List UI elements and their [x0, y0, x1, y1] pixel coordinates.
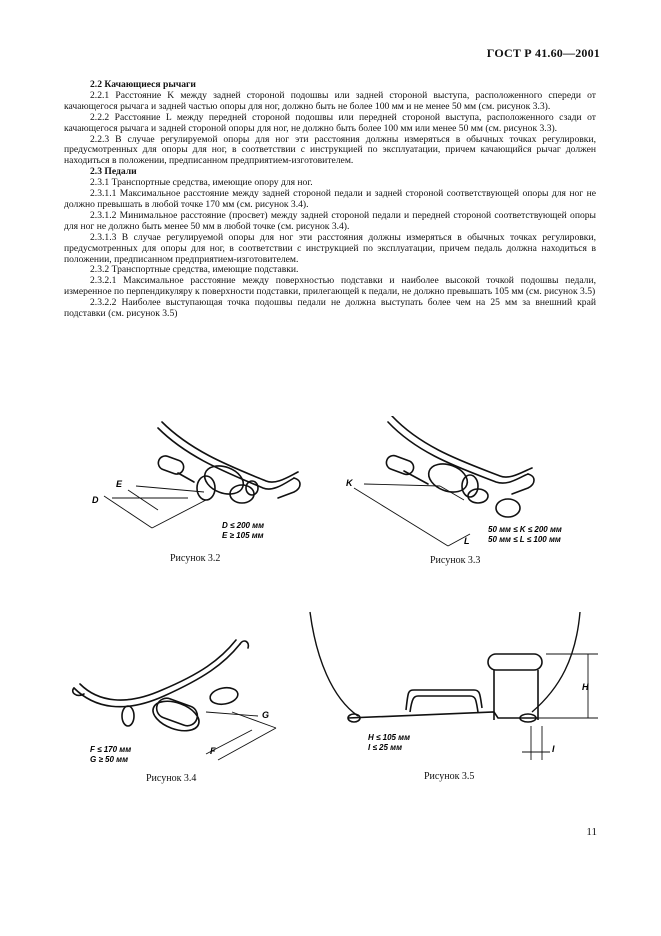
- figure-3-5-drawing: [298, 608, 608, 766]
- paragraph-2-2-3: 2.2.3 В случае регулируемой опоры для ног эти расстояния должны измеряться в обычных точках регулировки, предусмотренных для опоры для ног, в соответствии с инструкцией по эксплуатации, причем качающийся рычаг должен находиться в положении, предписанном предприятием-изготовителем.: [64, 133, 596, 167]
- paragraph-2-3-2-2: 2.3.2.2 Наиболее выступающая точка подошвы педали не должна выступать более чем на 25 мм за внешний край подставки (см. рисунок 3.5): [64, 297, 596, 320]
- figure-3-3-caption: Рисунок 3.3: [430, 555, 481, 566]
- figure-3-5-limit-h: H ≤ 105 мм: [368, 733, 411, 742]
- heading-2-2: 2.2 Качающиеся рычаги: [90, 79, 196, 90]
- figure-3-2-limit-d: D ≤ 200 мм: [222, 521, 265, 530]
- paragraph-2-2-2: 2.2.2 Расстояние L между передней стороной подошвы или передней стороной выступа, расположенного сзади от качающегося рычага и задней стороной опоры для ног, не должно быть более 100 мм или менее 50 мм (см. рисунок 3.3).: [64, 111, 596, 134]
- figure-3-5-label-h: H: [582, 682, 589, 692]
- figure-3-2-limit-e: E ≥ 105 мм: [222, 531, 264, 540]
- paragraph-2-3-1-1: 2.3.1.1 Максимальное расстояние между задней стороной педали и задней стороной соответствующей опоры для ног не должно превышать в любой точке 170 мм (см. рисунок 3.4).: [64, 188, 596, 210]
- figure-3-3-limit-l: 50 мм ≤ L ≤ 100 мм: [488, 535, 561, 544]
- paragraph-2-3-1-3: 2.3.1.3 В случае регулируемой опоры для ног эти расстояния должны измеряться в обычных точках регулировки, предусмотренных для опоры для ног, в соответствии с инструкцией по эксплуатации, причем педаль должна находиться в положении, предписанном предприятием-изготовителем.: [64, 231, 596, 265]
- figure-3-2-drawing: [88, 418, 308, 553]
- figure-3-4-limit-f: F ≤ 170 мм: [90, 745, 132, 754]
- page-number: 11: [586, 826, 597, 838]
- figure-3-2-label-d: D: [92, 495, 99, 505]
- heading-2-3: 2.3 Педали: [90, 166, 137, 178]
- figure-3-4-limit-g: G ≥ 50 мм: [90, 755, 129, 764]
- paragraph-2-3-2-1: 2.3.2.1 Максимальное расстояние между поверхностью подставки и наиболее высокой точкой подошвы педали, измеренное по перпендикуляру к поверхности подставки, прилегающей к педали, не должно превышать 105 мм (см. рисунок 3.5): [64, 275, 596, 298]
- document-header: ГОСТ Р 41.60—2001: [486, 46, 600, 60]
- figure-3-5-label-i: I: [552, 744, 555, 754]
- figure-3-2-label-e: E: [116, 479, 123, 489]
- figure-3-3-limit-k: 50 мм ≤ K ≤ 200 мм: [488, 525, 562, 534]
- figure-3-3-drawing: [336, 416, 586, 558]
- figure-3-3-label-k: K: [346, 478, 353, 488]
- figure-3-4-label-g: G: [262, 710, 270, 720]
- figure-3-2-caption: Рисунок 3.2: [170, 553, 221, 564]
- figure-3-5-limit-i: I ≤ 25 мм: [368, 743, 403, 752]
- figure-3-4-caption: Рисунок 3.4: [146, 773, 197, 784]
- figure-3-3-label-l: L: [464, 536, 470, 546]
- paragraph-2-3-2: 2.3.2 Транспортные средства, имеющие подставки.: [90, 264, 299, 276]
- paragraph-2-2-1: 2.2.1 Расстояние K между задней стороной подошвы или задней стороной выступа, расположенного спереди от качающегося рычага и задней частью опоры для ног, должно быть не более 100 мм и не менее 50 мм (см. рисунок 3.3).: [64, 89, 596, 112]
- figure-3-4-label-f: F: [210, 746, 216, 756]
- body-text: [64, 80, 596, 320]
- figure-3-5-caption: Рисунок 3.5: [424, 771, 475, 782]
- figure-3-4-drawing: [64, 636, 294, 771]
- paragraph-2-3-1: 2.3.1 Транспортные средства, имеющие опору для ног.: [90, 177, 313, 189]
- paragraph-2-3-1-2: 2.3.1.2 Минимальное расстояние (просвет) между задней стороной педали и передней стороной соответствующей опоры для ног не должно быть менее 50 мм в любой точке (см. рисунок 3.4).: [64, 209, 596, 232]
